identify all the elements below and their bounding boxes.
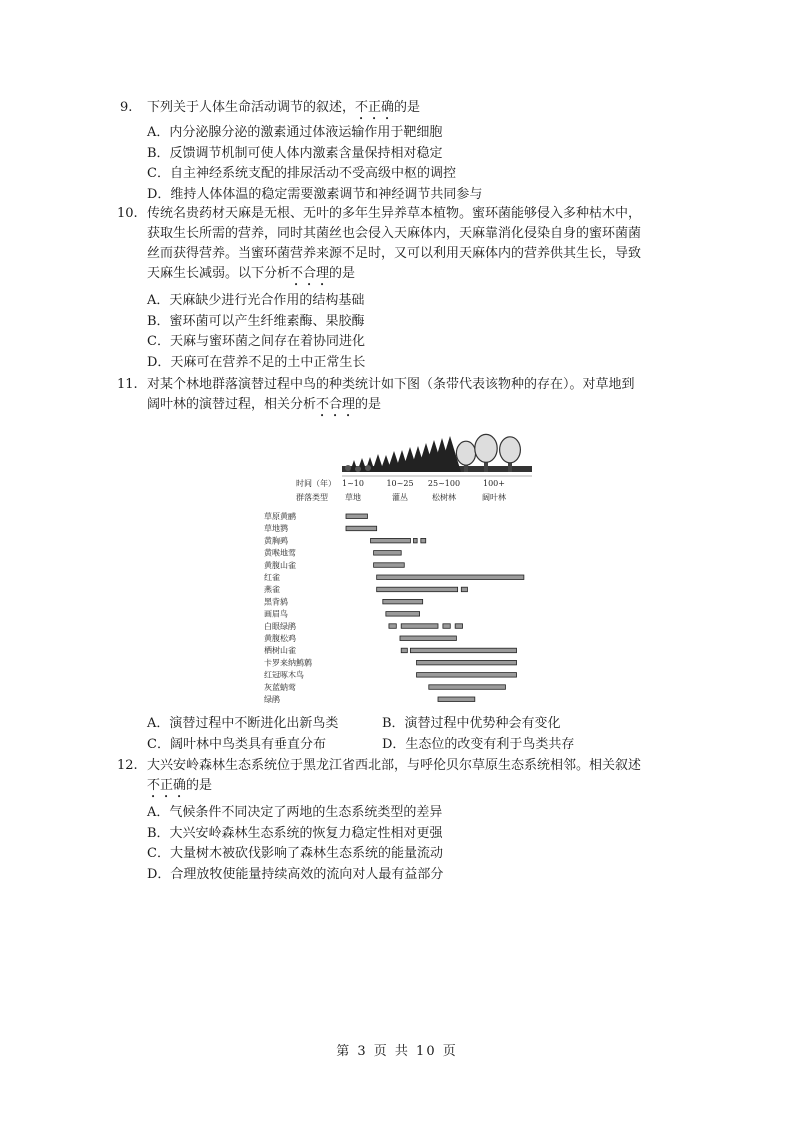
species-label: 黑背鸫 [264,597,288,607]
option-a: A．天麻缺少进行光合作用的结构基础 [147,293,365,308]
question-stem-line-3: 丝而获得营养。当蜜环菌营养来源不足时，又可以利用天麻体内的营养供其生长，导致 [147,246,642,261]
presence-bar [346,526,377,531]
option-d: D．天麻可在营养不足的土中正常生长 [147,354,366,370]
question-10 [117,204,680,373]
presence-bar [461,587,467,592]
species-label: 草原黄鹂 [264,512,296,521]
chart-rows [264,511,524,704]
option-c: C．天麻与蜜环菌之间存在着协同进化 [147,334,365,349]
species-label: 绿鹃 [264,695,280,704]
question-number: 9. [120,100,133,115]
species-label: 黄腹松鸡 [264,634,296,643]
emphasis-text: 不合理 [290,266,330,281]
presence-bar [413,538,417,543]
question-stem-line-2: 获取生长所需的营养，同时其菌丝也会侵入天麻体内，天麻靠消化侵染自身的蜜环菌菌 [147,226,642,241]
header-value: 100+ [483,479,505,488]
presence-bar [374,563,405,568]
presence-bar [400,636,456,641]
broadleaf-tree-icon [456,441,475,465]
option-a: A．气候条件不同决定了两地的生态系统类型的差异 [147,805,443,820]
species-label: 燕雀 [264,585,280,595]
species-label: 红冠啄木鸟 [264,670,304,680]
presence-bar [417,673,517,678]
species-label: 白眼绿鹃 [264,621,296,631]
option-d: D．合理放牧使能量持续高效的流向对人最有益部分 [147,866,444,882]
bird-succession-chart [258,428,538,708]
header-value: 阔叶林 [482,493,506,502]
option-b: B．蜜环菌可以产生纤维素酶、果胶酶 [147,313,365,329]
header-value: 草地 [345,493,361,502]
question-stem-line-1: 传统名贵药材天麻是无根、无叶的多年生异养草本植物。蜜环菌能够侵入多种枯木中， [147,206,642,221]
presence-bar [386,612,420,617]
question-stem-line-2: 阔叶林的演替过程，相关分析不合理的是 [147,397,382,412]
question-number: 12. [117,758,138,773]
broadleaf-tree-icon [500,437,521,463]
presence-bar [438,697,475,702]
presence-bar [401,648,407,653]
option-d: D．维持人体体温的稳定需要激素调节和神经调节共同参与 [147,186,483,202]
presence-bar [377,575,524,580]
header-label: 群落类型 [296,493,328,502]
question-11 [117,375,680,420]
forest-illustration [342,434,532,472]
header-value: 1~10 [342,479,364,488]
presence-bar [410,648,516,653]
presence-bar [429,685,506,690]
question-stem-line-1: 大兴安岭森林生态系统位于黑龙江省西北部，与呼伦贝尔草原生态系统相邻。相关叙述 [147,758,642,773]
option-a: A．演替过程中不断进化出新鸟类 [147,716,339,731]
species-label: 灰蓝蚋莺 [264,682,296,692]
presence-bar [455,624,462,629]
species-label: 草地鹨 [264,524,288,534]
question-11-options [120,713,680,755]
question-number: 10. [117,206,138,221]
option-b: B．大兴安岭森林生态系统的恢复力稳定性相对更强 [147,825,443,841]
page-footer: 第 3 页 共 10 页 [336,1044,458,1059]
presence-bar [401,624,438,629]
header-value: 松树林 [432,493,456,502]
chart-header [296,476,532,502]
header-value: 灌丛 [392,493,408,502]
question-stem-line-2: 不正确的是 [147,778,213,793]
presence-bar [383,599,423,604]
option-c: C．大量树木被砍伐影响了森林生态系统的能量流动 [147,846,443,861]
species-label: 栖树山雀 [264,646,296,656]
option-row-1 [147,713,680,734]
species-label: 黄喉地莺 [264,548,296,558]
species-label: 红雀 [264,573,280,582]
question-stem-line-4: 天麻生长减弱。以下分析不合理的是 [147,266,356,281]
emphasis-text: 不正确 [147,778,187,793]
question-12 [117,756,680,885]
header-value: 25~100 [427,479,461,488]
presence-bar [421,538,426,543]
presence-bar [443,624,450,629]
presence-bar [374,551,402,556]
option-row-2 [147,734,680,755]
emphasis-text: 不合理 [316,397,356,412]
presence-bar [346,514,367,519]
question-stem-line-1: 对某个林地群落演替过程中鸟的种类统计如下图（条带代表该物种的存在）。对草地到 [147,377,635,392]
presence-bar [377,587,458,592]
species-label: 卡罗来纳鹪鹩 [264,658,312,668]
option-c: C．阔叶林中鸟类具有垂直分布 [147,737,326,752]
species-label: 黄腹山雀 [264,560,296,570]
option-c: C．自主神经系统支配的排尿活动不受高级中枢的调控 [147,166,456,181]
option-a: A．内分泌腺分泌的激素通过体液运输作用于靶细胞 [147,125,443,140]
option-b: B．反馈调节机制可使人体内激素含量保持相对稳定 [147,145,443,161]
emphasis-text: 不正确 [355,100,395,115]
species-label: 黄胸鹀 [264,536,288,546]
header-value: 10~25 [386,479,414,488]
option-b: B．演替过程中优势种会有变化 [382,716,561,731]
grass-icon [365,465,371,471]
header-label: 时间（年） [296,479,336,488]
broadleaf-tree-icon [475,434,497,462]
option-d: D．生态位的改变有利于鸟类共存 [382,737,575,752]
presence-bar [389,624,396,629]
question-stem: 下列关于人体生命活动调节的叙述，不正确的是 [147,100,421,115]
species-label: 画眉鸟 [264,609,288,619]
question-9 [120,98,680,205]
question-number: 11. [117,377,138,392]
presence-bar [371,538,411,543]
presence-bar [417,660,517,665]
grass-icon [345,465,351,471]
grass-icon [355,466,361,472]
